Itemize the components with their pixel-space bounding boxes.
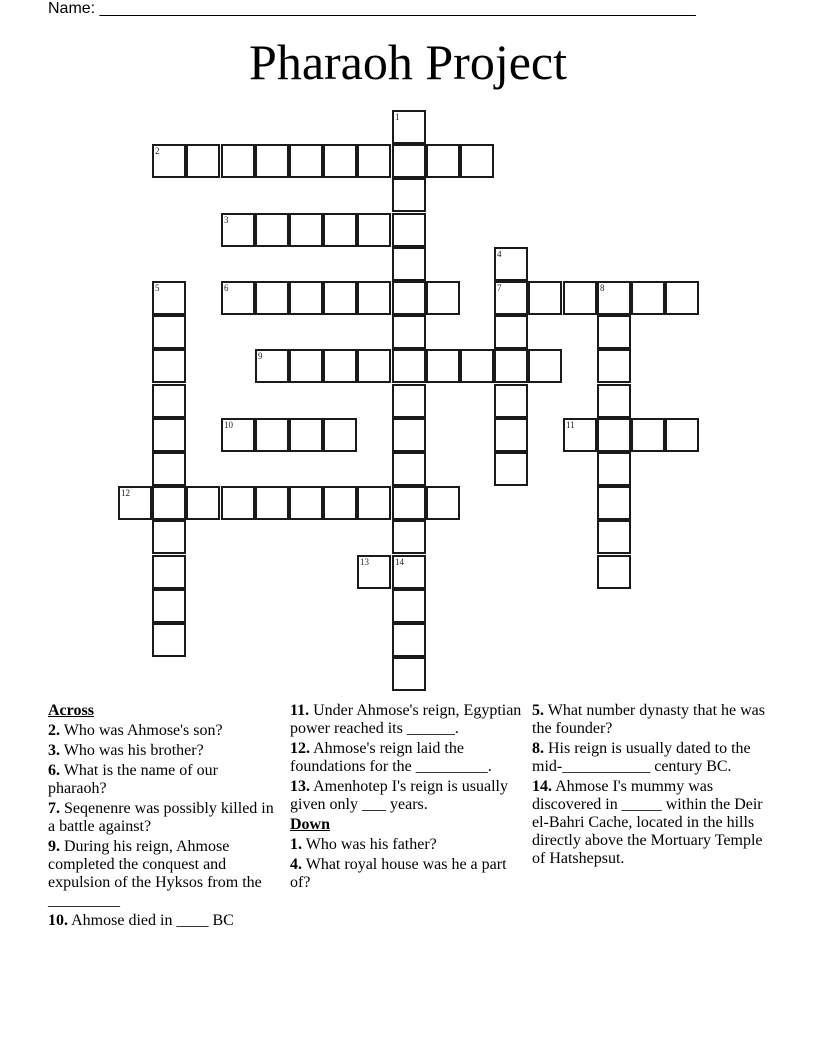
across-heading: Across — [48, 702, 94, 719]
down-heading: Down — [290, 816, 331, 833]
clue-text: Ahmose I's mummy was discovered in _____ within the Deir el-Bahri Cache, located in the hills directly above the Mortuary Temple of Hatshepsut. — [532, 778, 763, 867]
grid-cell[interactable] — [665, 281, 699, 315]
grid-cell[interactable] — [357, 144, 391, 178]
clue-text: His reign is usually dated to the mid-___________ century BC. — [532, 740, 751, 775]
clue-number: 10. — [48, 912, 68, 929]
grid-cell[interactable] — [152, 555, 186, 589]
grid-cell[interactable] — [255, 144, 289, 178]
clue-across-9 — [48, 838, 280, 910]
grid-cell[interactable] — [221, 213, 255, 247]
cell-number: 8 — [600, 283, 605, 293]
grid-cell[interactable] — [392, 110, 426, 144]
grid-cell[interactable] — [152, 418, 186, 452]
grid-cell[interactable] — [494, 315, 528, 349]
clue-text: Ahmose's reign laid the foundations for the _________. — [290, 740, 492, 775]
grid-cell[interactable] — [221, 486, 255, 520]
grid-cell[interactable] — [597, 452, 631, 486]
grid-cell[interactable] — [392, 589, 426, 623]
grid-cell[interactable] — [289, 418, 323, 452]
clue-text: Who was his brother? — [63, 742, 204, 759]
grid-cell[interactable] — [357, 349, 391, 383]
clue-number: 13. — [290, 778, 310, 795]
grid-cell[interactable] — [528, 349, 562, 383]
grid-cell[interactable] — [357, 213, 391, 247]
grid-cell[interactable] — [323, 281, 357, 315]
clue-down-5 — [532, 702, 772, 738]
name-field-label: Name: ___________________________________________________________________ — [48, 0, 696, 17]
grid-cell[interactable] — [426, 349, 460, 383]
grid-cell[interactable] — [255, 418, 289, 452]
cell-number: 6 — [224, 283, 229, 293]
puzzle-title: Pharaoh Project — [249, 34, 567, 90]
grid-cell[interactable] — [392, 349, 426, 383]
grid-cell[interactable] — [460, 349, 494, 383]
grid-cell[interactable] — [392, 452, 426, 486]
clue-text: Who was Ahmose's son? — [63, 722, 223, 739]
clue-across-3 — [48, 742, 280, 760]
grid-cell[interactable] — [221, 144, 255, 178]
grid-cell[interactable] — [289, 281, 323, 315]
grid-cell[interactable] — [152, 349, 186, 383]
clue-text: What royal house was he a part of? — [290, 856, 507, 891]
grid-cell[interactable] — [289, 144, 323, 178]
clue-number: 5. — [532, 702, 544, 719]
grid-cell[interactable] — [665, 418, 699, 452]
clue-across-13 — [290, 778, 522, 814]
cell-number: 2 — [155, 146, 160, 156]
clue-text: Who was his father? — [305, 836, 437, 853]
cell-number: 1 — [395, 112, 400, 122]
cell-number: 3 — [224, 215, 229, 225]
grid-cell[interactable] — [597, 384, 631, 418]
grid-cell[interactable] — [563, 418, 597, 452]
clue-text: Ahmose died in ____ BC — [71, 912, 234, 929]
grid-cell[interactable] — [357, 281, 391, 315]
cell-number: 4 — [497, 249, 502, 259]
clue-across-11 — [290, 702, 522, 738]
grid-cell[interactable] — [357, 486, 391, 520]
clue-text: Seqenenre was possibly killed in a battle against? — [48, 800, 274, 835]
grid-cell[interactable] — [597, 281, 631, 315]
grid-cell[interactable] — [152, 384, 186, 418]
grid-cell[interactable] — [221, 281, 255, 315]
clue-number: 12. — [290, 740, 310, 757]
clue-number: 6. — [48, 762, 60, 779]
grid-cell[interactable] — [289, 213, 323, 247]
grid-cell[interactable] — [152, 315, 186, 349]
clue-across-2 — [48, 722, 280, 740]
cell-number: 11 — [566, 420, 575, 430]
clue-number: 9. — [48, 838, 60, 855]
clue-text: During his reign, Ahmose completed the conquest and expulsion of the Hyksos from the _________ — [48, 838, 262, 909]
cell-number: 13 — [360, 557, 369, 567]
clues-column-3 — [532, 702, 772, 870]
grid-cell[interactable] — [118, 486, 152, 520]
grid-cell[interactable] — [392, 213, 426, 247]
grid-cell[interactable] — [426, 281, 460, 315]
clue-number: 8. — [532, 740, 544, 757]
clue-across-12 — [290, 740, 522, 776]
cell-number: 7 — [497, 283, 502, 293]
grid-cell[interactable] — [289, 349, 323, 383]
grid-cell[interactable] — [152, 486, 186, 520]
clue-across-7 — [48, 800, 280, 836]
grid-cell[interactable] — [494, 247, 528, 281]
grid-cell[interactable] — [152, 520, 186, 554]
clue-number: 4. — [290, 856, 302, 873]
clue-across-10 — [48, 912, 280, 930]
clue-number: 14. — [532, 778, 552, 795]
clue-across-6 — [48, 762, 280, 798]
grid-cell[interactable] — [528, 281, 562, 315]
grid-cell[interactable] — [392, 144, 426, 178]
clue-number: 3. — [48, 742, 60, 759]
grid-cell[interactable] — [152, 144, 186, 178]
grid-cell[interactable] — [186, 144, 220, 178]
grid-cell[interactable] — [392, 384, 426, 418]
grid-cell[interactable] — [392, 486, 426, 520]
grid-cell[interactable] — [494, 281, 528, 315]
clue-number: 1. — [290, 836, 302, 853]
grid-cell[interactable] — [255, 349, 289, 383]
grid-cell[interactable] — [323, 418, 357, 452]
clue-number: 11. — [290, 702, 310, 719]
grid-cell[interactable] — [494, 418, 528, 452]
cell-number: 14 — [395, 557, 404, 567]
grid-cell[interactable] — [631, 418, 665, 452]
clue-text: Amenhotep I's reign is usually given only ___ years. — [290, 778, 508, 813]
clue-down-4 — [290, 856, 522, 892]
grid-cell[interactable] — [255, 213, 289, 247]
grid-cell[interactable] — [392, 623, 426, 657]
grid-cell[interactable] — [152, 281, 186, 315]
grid-cell[interactable] — [494, 349, 528, 383]
grid-cell[interactable] — [357, 555, 391, 589]
grid-cell[interactable] — [597, 520, 631, 554]
grid-cell[interactable] — [460, 144, 494, 178]
grid-cell[interactable] — [323, 213, 357, 247]
grid-cell[interactable] — [494, 452, 528, 486]
grid-cell[interactable] — [392, 247, 426, 281]
clue-text: Under Ahmose's reign, Egyptian power reached its ______. — [290, 702, 522, 737]
grid-cell[interactable] — [152, 452, 186, 486]
clue-text: What is the name of our pharaoh? — [48, 762, 218, 797]
grid-cell[interactable] — [255, 281, 289, 315]
grid-cell[interactable] — [597, 486, 631, 520]
clue-down-1 — [290, 836, 522, 854]
grid-cell[interactable] — [152, 589, 186, 623]
cell-number: 9 — [258, 351, 263, 361]
clue-number: 7. — [48, 800, 60, 817]
grid-cell[interactable] — [426, 486, 460, 520]
cell-number: 10 — [224, 420, 233, 430]
grid-cell[interactable] — [563, 281, 597, 315]
grid-cell[interactable] — [597, 555, 631, 589]
grid-cell[interactable] — [392, 178, 426, 212]
clue-text: What number dynasty that he was the founder? — [532, 702, 765, 737]
clues-column-1 — [48, 702, 280, 932]
grid-cell[interactable] — [221, 418, 255, 452]
grid-cell[interactable] — [289, 486, 323, 520]
grid-cell[interactable] — [392, 281, 426, 315]
grid-cell[interactable] — [631, 281, 665, 315]
clue-down-14 — [532, 778, 772, 868]
grid-cell[interactable] — [392, 657, 426, 691]
grid-cell[interactable] — [323, 144, 357, 178]
cell-number: 12 — [121, 488, 130, 498]
grid-cell[interactable] — [255, 486, 289, 520]
grid-cell[interactable] — [392, 555, 426, 589]
grid-cell[interactable] — [392, 315, 426, 349]
cell-number: 5 — [155, 283, 160, 293]
grid-cell[interactable] — [426, 144, 460, 178]
clue-number: 2. — [48, 722, 60, 739]
grid-cell[interactable] — [494, 384, 528, 418]
clues-column-2 — [290, 702, 522, 894]
grid-cell[interactable] — [392, 520, 426, 554]
grid-cell[interactable] — [597, 349, 631, 383]
grid-cell[interactable] — [597, 418, 631, 452]
clue-down-8 — [532, 740, 772, 776]
grid-cell[interactable] — [323, 349, 357, 383]
grid-cell[interactable] — [392, 418, 426, 452]
grid-cell[interactable] — [323, 486, 357, 520]
grid-cell[interactable] — [152, 623, 186, 657]
grid-cell[interactable] — [186, 486, 220, 520]
grid-cell[interactable] — [597, 315, 631, 349]
